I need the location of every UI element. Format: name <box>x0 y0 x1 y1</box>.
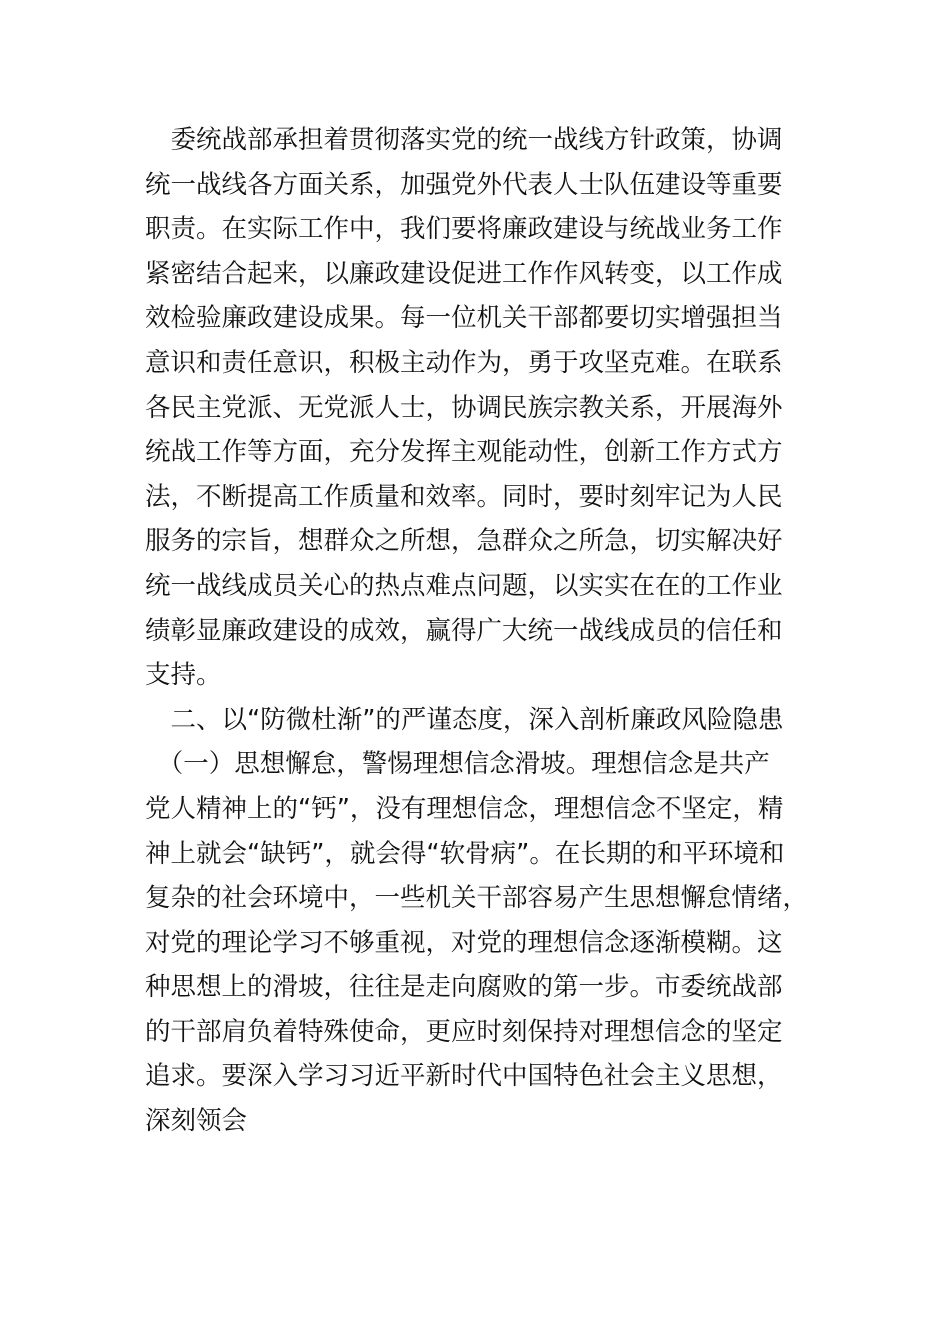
text-line: 支持。 <box>145 660 222 691</box>
body-text <box>145 118 815 1144</box>
text-line: 神上就会“缺钙”，就会得“软骨病”。在长期的和平环境和 <box>145 838 785 869</box>
text-line: 统一战线各方面关系，加强党外代表人士队伍建设等重要 <box>145 169 783 200</box>
text-line: 法，不断提高工作质量和效率。同时，要时刻牢记为人民 <box>145 481 783 512</box>
text-line: 种思想上的滑坡，往往是走向腐败的第一步。市委统战部 <box>145 972 783 1003</box>
text-line: 追求。要深入学习习近平新时代中国特色社会主义思想， <box>145 1061 783 1092</box>
subsection-heading: （一）思想懈怠，警惕理想信念滑坡。理想信念是共产 <box>145 749 770 780</box>
text-line: 的干部肩负着特殊使命，更应时刻保持对理想信念的坚定 <box>145 1016 783 1047</box>
text-line: 职责。在实际工作中，我们要将廉政建设与统战业务工作 <box>145 214 783 245</box>
section-heading: 二、以“防微杜渐”的严谨态度，深入剖析廉政风险隐患 <box>145 704 784 735</box>
text-line: 委统战部承担着贯彻落实党的统一战线方针政策，协调 <box>145 125 783 155</box>
text-line: 统一战线成员关心的热点难点问题，以实实在在的工作业 <box>145 570 783 601</box>
text-line: 效检验廉政建设成果。每一位机关干部都要切实增强担当 <box>145 303 783 334</box>
text-line: 各民主党派、无党派人士，协调民族宗教关系，开展海外 <box>145 392 783 423</box>
text-line: 党人精神上的“钙”，没有理想信念，理想信念不坚定，精 <box>145 793 784 824</box>
text-line: 统战工作等方面，充分发挥主观能动性，创新工作方式方 <box>145 437 783 468</box>
text-line: 对党的理论学习不够重视，对党的理想信念逐渐模糊。这 <box>145 927 783 958</box>
text-line: 绩彰显廉政建设的成效，赢得广大统一战线成员的信任和 <box>145 615 783 646</box>
text-line: 复杂的社会环境中，一些机关干部容易产生思想懈怠情绪， <box>145 883 809 914</box>
text-line: 意识和责任意识，积极主动作为，勇于攻坚克难。在联系 <box>145 347 783 378</box>
text-line: 服务的宗旨，想群众之所想，急群众之所急，切实解决好 <box>145 526 783 557</box>
text-line: 紧密结合起来，以廉政建设促进工作作风转变，以工作成 <box>145 258 783 289</box>
text-line: 深刻领会 <box>145 1106 248 1137</box>
